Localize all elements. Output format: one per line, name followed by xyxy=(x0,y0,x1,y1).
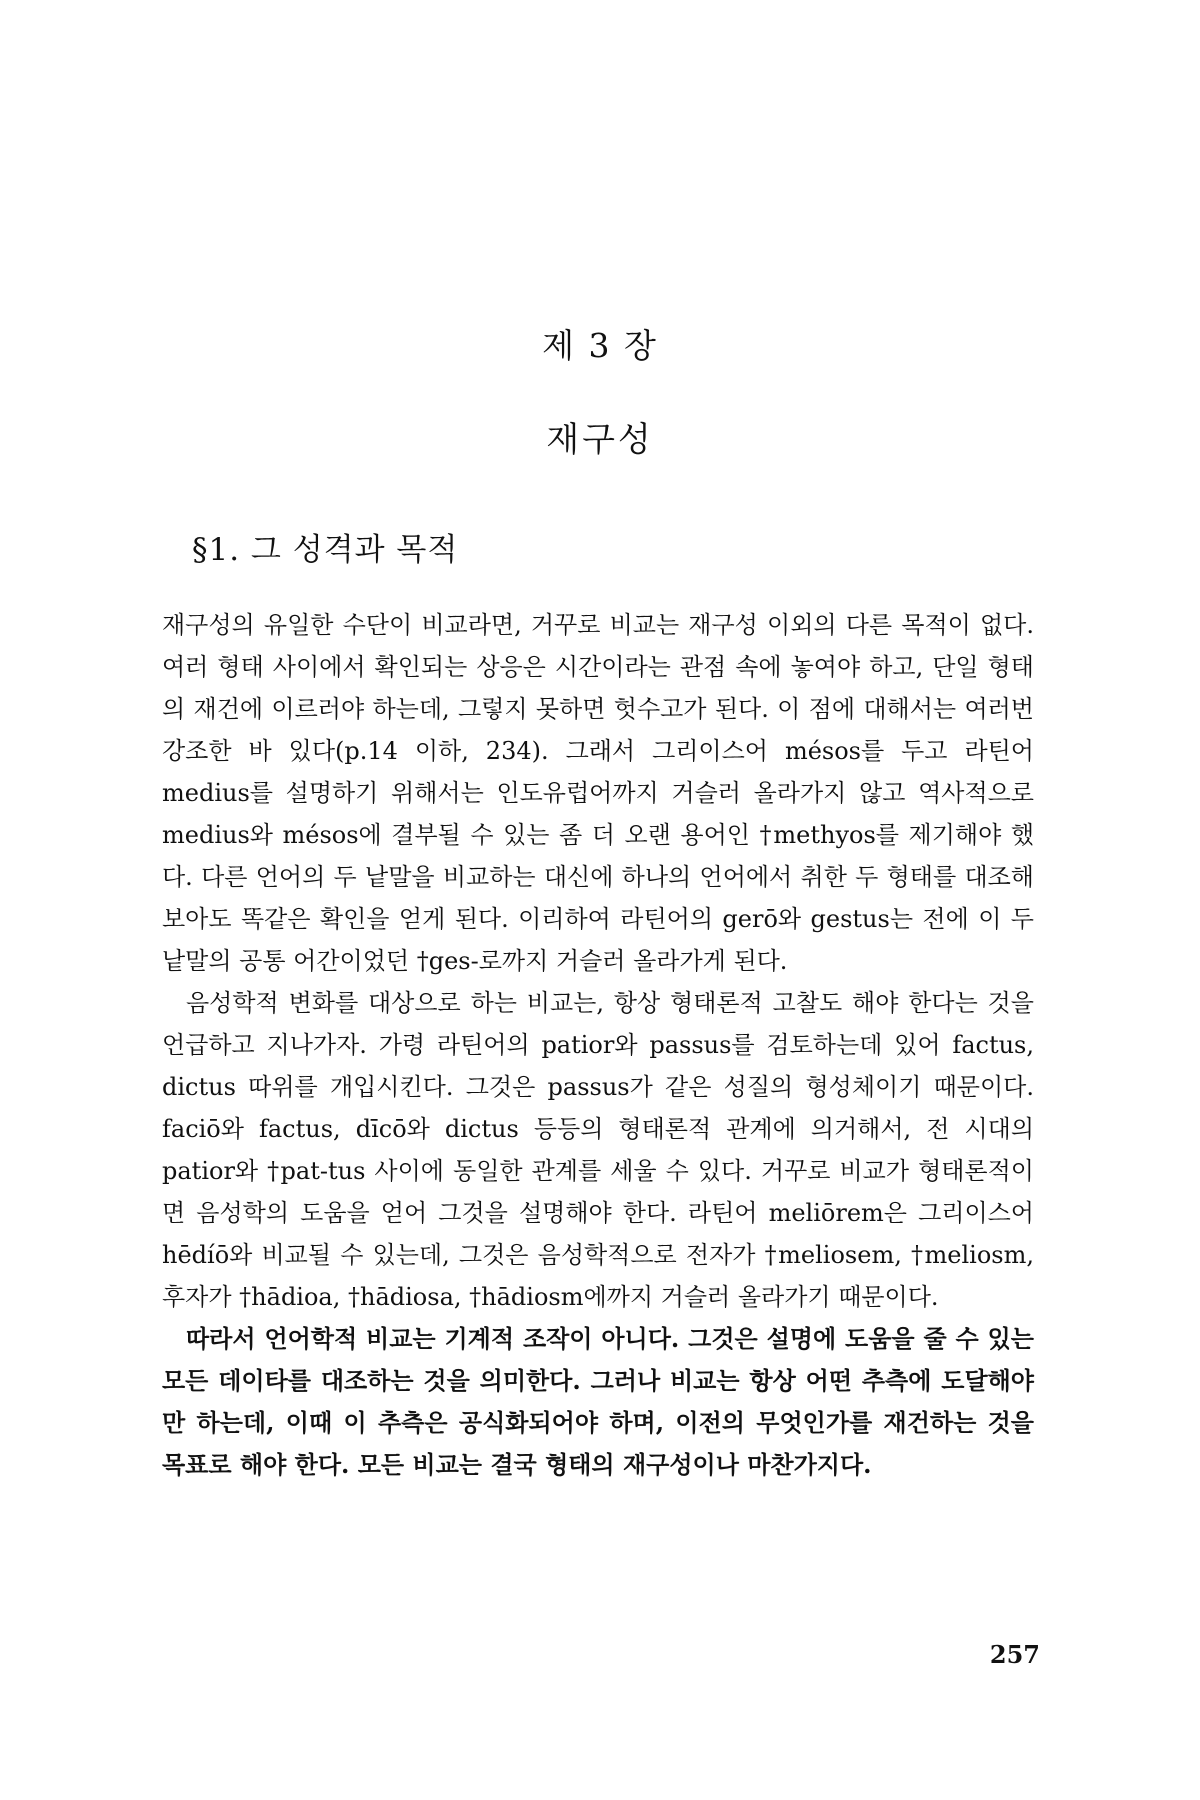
paragraph-1: 재구성의 유일한 수단이 비교라면, 거꾸로 비교는 재구성 이외의 다른 목적이 없다. 여러 형태 사이에서 확인되는 상응은 시간이라는 관점 속에 놓여야 하고, 단일 형태의 재건에 이르러야 하는데, 그렇지 못하면 헛수고가 된다. 이 점에 대해서는 여러번 강조한 바 있다(p.14 이하, 234). 그래서 그리이스어 mésos를 두고 라틴어 medius를 설명하기 위해서는 인도유럽어까지 거슬러 올라가지 않고 역사적으로 medius와 mésos에 결부될 수 있는 좀 더 오랜 용어인 †methyos를 제기해야 했다. 다른 언어의 두 낱말을 비교하는 대신에 하나의 언어에서 취한 두 형태를 대조해 보아도 똑같은 확인을 얻게 된다. 이리하여 라틴어의 gerō와 gestus는 전에 이 두 낱말의 공통 어간이었던 †ges-로까지 거슬러 올라가게 된다. xyxy=(162,611,1034,975)
chapter-title: 재구성 xyxy=(546,420,654,460)
page-number: 257 xyxy=(989,1640,1040,1669)
section-heading: §1. 그 성격과 목적 xyxy=(192,532,459,568)
body-text xyxy=(162,604,1034,1486)
chapter-number: 제 3 장 xyxy=(542,326,658,365)
paragraph-3: 따라서 언어학적 비교는 기계적 조작이 아니다. 그것은 설명에 도움을 줄 수 있는 모든 데이타를 대조하는 것을 의미한다. 그러나 비교는 항상 어떤 추측에 도달해야만 하는데, 이때 이 추측은 공식화되어야 하며, 이전의 무엇인가를 재건하는 것을 목표로 해야 한다. 모든 비교는 결국 형태의 재구성이나 마찬가지다. xyxy=(162,1324,1034,1479)
paragraph-2: 음성학적 변화를 대상으로 하는 비교는, 항상 형태론적 고찰도 해야 한다는 것을 언급하고 지나가자. 가령 라틴어의 patior와 passus를 검토하는데 있어 factus, dictus 따위를 개입시킨다. 그것은 passus가 같은 성질의 형성체이기 때문이다. faciō와 factus, dīcō와 dictus 등등의 형태론적 관계에 의거해서, 전 시대의 patior와 †pat-tus 사이에 동일한 관계를 세울 수 있다. 거꾸로 비교가 형태론적이면 음성학의 도움을 얻어 그것을 설명해야 한다. 라틴어 meliōrem은 그리이스어 hēdíō와 비교될 수 있는데, 그것은 음성학적으로 전자가 †meliosem, †meliosm, 후자가 †hādioa, †hādiosa, †hādiosm에까지 거슬러 올라가기 때문이다. xyxy=(162,989,1034,1311)
